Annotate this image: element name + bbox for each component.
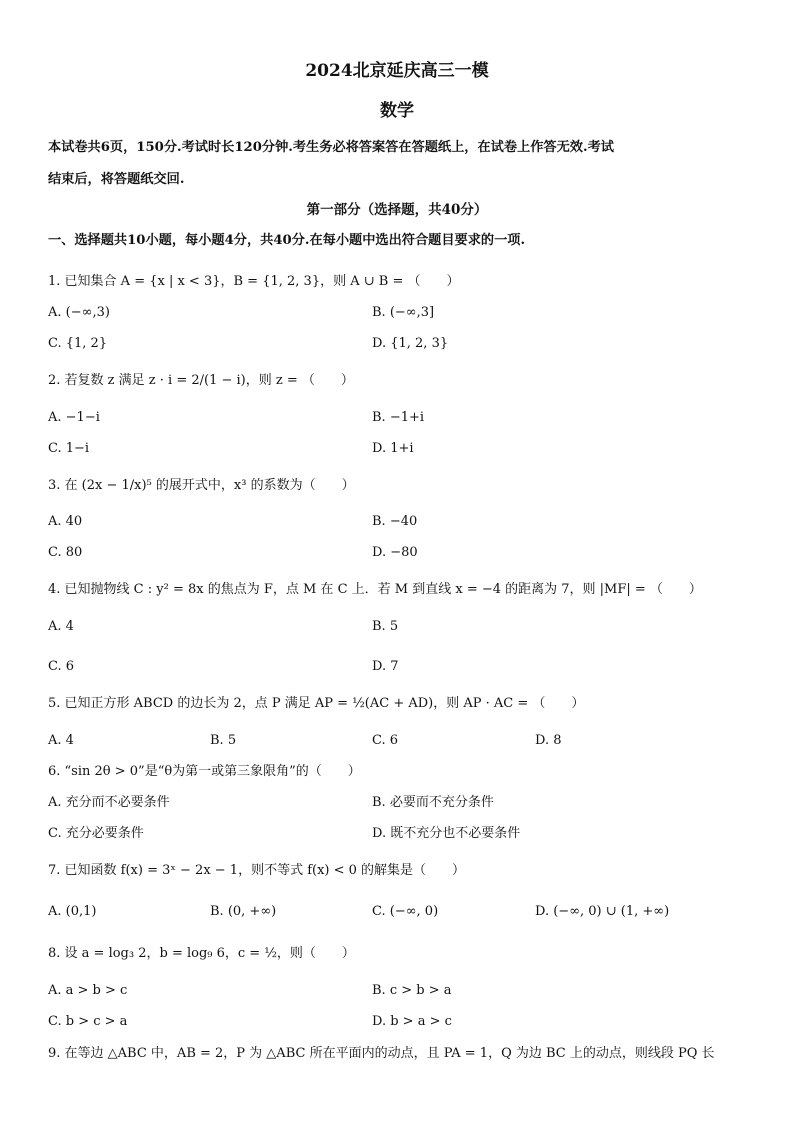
question-6-option-c: C. 充分必要条件 (48, 826, 144, 841)
question-1-option-c: C. {1, 2} (48, 336, 108, 351)
section-instruction: 一、选择题共10小题，每小题4分，共40分.在每小题中选出符合题目要求的一项. (48, 233, 526, 248)
question-5-option-a: A. 4 (48, 733, 74, 748)
question-6-stem: 6. “sin 2θ > 0”是“θ为第一或第三象限角”的（ ） (48, 764, 361, 779)
question-4-option-a: A. 4 (48, 619, 74, 634)
intro-line-1: 本试卷共6页，150分.考试时长120分钟.考生务必将答案答在答题纸上，在试卷上作答无效.考试 (48, 140, 614, 155)
question-2-option-b: B. −1+i (372, 410, 425, 425)
question-3-option-d: D. −80 (372, 545, 418, 560)
question-5-option-c: C. 6 (372, 733, 399, 748)
question-4-option-b: B. 5 (372, 619, 399, 634)
question-5-stem: 5. 已知正方形 ABCD 的边长为 2，点 P 满足 AP = ½(AC + AD)，则 AP · AC = （ ） (48, 696, 585, 711)
question-2-option-c: C. 1−i (48, 441, 90, 456)
question-6-option-b: B. 必要而不充分条件 (372, 795, 494, 810)
question-2-option-d: D. 1+i (372, 441, 414, 456)
question-3-option-a: A. 40 (48, 514, 83, 529)
question-7-option-d: D. (−∞, 0) ∪ (1, +∞) (535, 904, 670, 919)
question-9-stem: 9. 在等边 △ABC 中，AB = 2，P 为 △ABC 所在平面内的动点，且 PA = 1，Q 为边 BC 上的动点，则线段 PQ 长 (48, 1046, 715, 1061)
intro-line-2: 结束后，将答题纸交回. (48, 172, 185, 187)
question-4-stem: 4. 已知抛物线 C : y² = 8x 的焦点为 F，点 M 在 C 上．若 M 到直线 x = −4 的距离为 7，则 |MF| = （ ） (48, 582, 702, 597)
question-7-option-a: A. (0,1) (48, 904, 97, 919)
question-8-stem: 8. 设 a = log₃ 2，b = log₉ 6，c = ½，则（ ） (48, 946, 355, 961)
question-6-option-a: A. 充分而不必要条件 (48, 795, 170, 810)
question-1-option-d: D. {1, 2, 3} (372, 336, 449, 351)
question-8-option-c: C. b > c > a (48, 1014, 128, 1029)
question-8-option-a: A. a > b > c (48, 983, 128, 998)
question-3-stem: 3. 在 (2x − 1/x)⁵ 的展开式中，x³ 的系数为（ ） (48, 478, 355, 493)
question-7-option-b: B. (0, +∞) (210, 904, 277, 919)
question-4-option-c: C. 6 (48, 659, 75, 674)
question-3-option-c: C. 80 (48, 545, 83, 560)
question-5-option-b: B. 5 (210, 733, 237, 748)
part-title: 第一部分（选择题，共40分） (306, 202, 488, 218)
question-3-option-b: B. −40 (372, 514, 418, 529)
question-2-stem: 2. 若复数 z 满足 z · i = 2/(1 − i)，则 z = （ ） (48, 373, 354, 388)
question-6-option-d: D. 既不充分也不必要条件 (372, 826, 521, 841)
question-2-option-a: A. −1−i (48, 410, 100, 425)
question-4-option-d: D. 7 (372, 659, 399, 674)
question-5-option-d: D. 8 (535, 733, 562, 748)
page-title: 2024北京延庆高三一模 (305, 61, 489, 81)
question-7-option-c: C. (−∞, 0) (372, 904, 439, 919)
question-8-option-d: D. b > a > c (372, 1014, 452, 1029)
question-7-stem: 7. 已知函数 f(x) = 3ˣ − 2x − 1，则不等式 f(x) < 0 的解集是（ ） (48, 863, 466, 878)
question-1-option-a: A. (−∞,3) (48, 305, 110, 320)
question-8-option-b: B. c > b > a (372, 983, 452, 998)
question-1-option-b: B. (−∞,3] (372, 305, 435, 320)
question-1-stem: 1. 已知集合 A = {x | x < 3}，B = {1, 2, 3}，则 A ∪ B = （ ） (48, 274, 460, 289)
subject-title: 数学 (380, 101, 414, 121)
